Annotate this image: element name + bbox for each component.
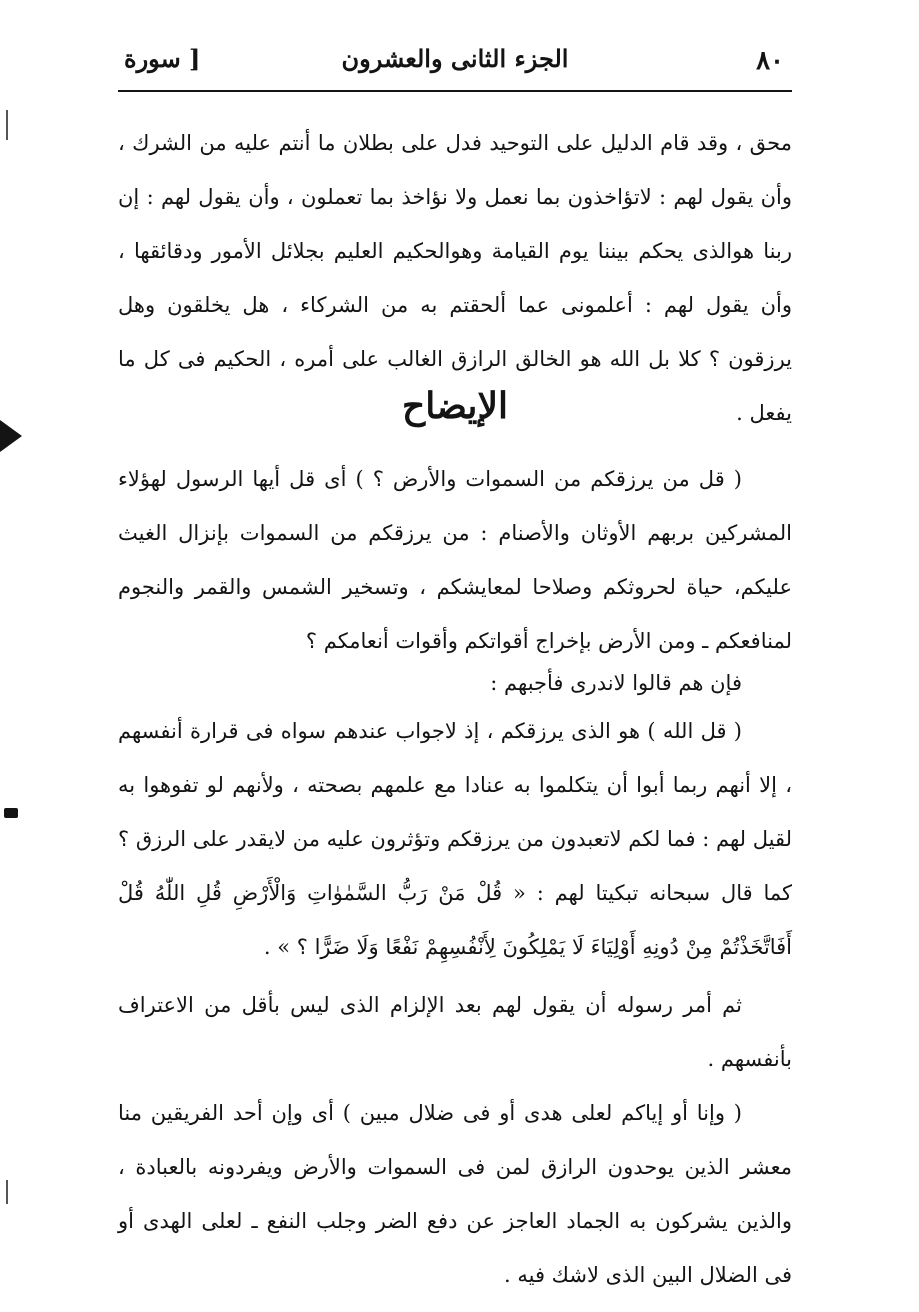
running-title: الجزء الثانى والعشرون — [341, 44, 569, 73]
surah-label: [ سورة — [124, 44, 201, 73]
paragraph-text: ( قل من يرزقكم من السموات والأرض ؟ ) أى قل أيها الرسول لهؤلاء المشركين بربهم الأوثان والأصنام : من يرزقكم من السموات بإنزال الغيث عليكم، حياة لحروثكم وصلاحا لمعايشكم ، وتسخير الشمس والقمر والنجوم لمنافعكم ـ ومن الأرض بإخراج أقواتكم وأقوات أنعامكم ؟ — [118, 467, 792, 653]
paragraph-text: ( قل الله ) هو الذى يرزقكم ، إذ لاجواب عندهم سواه فى قرارة أنفسهم ، إلا أنهم ربما أبوا أن يتكلموا به عنادا مع علمهم بصحته ، ولأنهم لو تفوهوا به لقيل لهم : فما لكم لاتعبدون من يرزقكم وتؤثرون عليه من لايقدر على الرزق ؟ كما قال سبحانه تبكيتا لهم : « قُلْ مَنْ رَبُّ السَّمٰوٰاتِ وَالْأَرْضِ قُلِ اللّٰهُ قُلْ أَفَاتَّخَذْتُمْ مِنْ دُونِهِ أَوْلِيَاءَ لَا يَمْلِكُونَ لِأَنْفُسِهِمْ نَفْعًا وَلَا ضَرًّا ؟ » . — [118, 719, 792, 959]
edge-scan-tick — [6, 110, 8, 140]
page-header — [118, 38, 792, 86]
paragraph-closing — [118, 978, 792, 1302]
section-heading: الإيضاح — [402, 385, 508, 427]
paragraph-text: ثم أمر رسوله أن يقول لهم بعد الإلزام الذى ليس بأقل من الاعتراف بأنفسهم . — [118, 993, 792, 1071]
paragraph-answer-intro — [118, 656, 792, 710]
paragraph-answer — [118, 704, 792, 974]
edge-scan-tick — [6, 1180, 8, 1204]
paragraph-text: ( وإنا أو إياكم لعلى هدى أو فى ضلال مبين ) أى وإن أحد الفريقين منا معشر الذين يوحدون الرازق لمن فى السموات والأرض ويفردونه بالعبادة ، والذين يشركون به الجماد العاجز عن دفع الضر وجلب النفع ـ لعلى الهدى أو فى الضلال البين الذى لاشك فيه . — [118, 1101, 792, 1287]
page-number: ٨٠ — [756, 46, 784, 76]
paragraph-text: فإن هم قالوا لاندرى فأجبهم : — [490, 671, 742, 695]
paragraph-explanation — [118, 452, 792, 668]
paragraph-text: محق ، وقد قام الدليل على التوحيد فدل على بطلان ما أنتم عليه من الشرك ، وأن يقول لهم : لاتؤاخذون بما نعمل ولا نؤاخذ بما تعملون ، وأن يقول لهم : إن ربنا هوالذى يحكم بيننا يوم القيامة وهوالحكيم العليم بجلائل الأمور ودقائقها ، وأن يقول لهم : أعلمونى عما ألحقتم به من الشركاء ، هل يخلقون وهل يرزقون ؟ كلا بل الله هو الخالق الرازق الغالب على أمره ، الحكيم فى كل ما يفعل . — [118, 131, 792, 425]
margin-scan-mark — [0, 420, 22, 452]
header-rule — [118, 90, 792, 92]
margin-scan-mark — [4, 808, 18, 818]
